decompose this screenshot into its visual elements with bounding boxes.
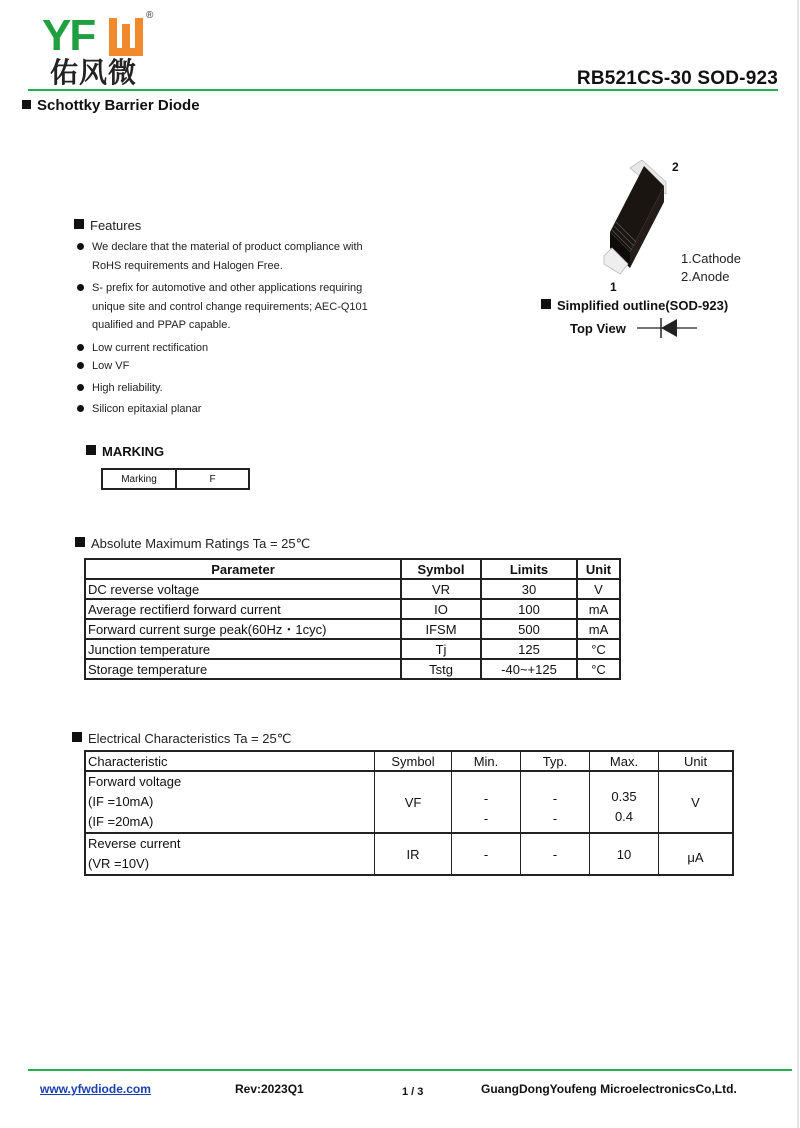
- pin-legend-cathode: 1.Cathode: [681, 251, 741, 266]
- features-list: [76, 238, 416, 419]
- cell-unit: V: [659, 771, 734, 833]
- cell-unit: μA: [659, 833, 734, 875]
- cell-symbol: IO: [401, 599, 481, 619]
- col-typ: Typ.: [521, 751, 590, 771]
- page-number: 1 / 3: [402, 1086, 424, 1098]
- bullet-dot-icon: [77, 405, 84, 412]
- cell-symbol: VF: [375, 771, 452, 833]
- marking-table: [101, 468, 250, 490]
- bullet-dot-icon: [77, 284, 84, 291]
- electrical-characteristics-table: [84, 750, 734, 876]
- website-link[interactable]: www.yfwdiode.com: [40, 1082, 151, 1096]
- cell-min: -: [452, 833, 521, 875]
- square-bullet-icon: [86, 445, 96, 455]
- cell-limits: 125: [481, 639, 577, 659]
- header-divider: [28, 89, 778, 91]
- marking-value-cell: F: [176, 469, 249, 489]
- features-heading: Features: [74, 218, 141, 233]
- marking-label-cell: Marking: [102, 469, 176, 489]
- cell-limits: -40~+125: [481, 659, 577, 679]
- bullet-dot-icon: [77, 243, 84, 250]
- cell-symbol: IFSM: [401, 619, 481, 639]
- sod923-package-image: [600, 160, 690, 275]
- col-symbol: Symbol: [375, 751, 452, 771]
- table-row: [85, 639, 620, 659]
- bullet-dot-icon: [77, 362, 84, 369]
- feature-item: Silicon epitaxial planar: [76, 400, 416, 419]
- revision-label: Rev:2023Q1: [235, 1082, 304, 1096]
- feature-item: High reliability.: [76, 379, 416, 398]
- table-header-row: [85, 751, 733, 771]
- part-number-title: RB521CS-30 SOD-923: [576, 68, 778, 89]
- col-limits: Limits: [481, 559, 577, 579]
- cell-limits: 100: [481, 599, 577, 619]
- cell-unit: V: [577, 579, 620, 599]
- cell-unit: °C: [577, 639, 620, 659]
- cell-symbol: Tstg: [401, 659, 481, 679]
- registered-mark: ®: [146, 10, 154, 21]
- abs-max-ratings-table: [84, 558, 621, 680]
- cell-parameter: Average rectifierd forward current: [85, 599, 401, 619]
- square-bullet-icon: [75, 537, 85, 547]
- pin-1-label: 1: [610, 280, 617, 294]
- cell-characteristic: Reverse current (VR =10V): [85, 833, 375, 875]
- col-min: Min.: [452, 751, 521, 771]
- col-unit: Unit: [577, 559, 620, 579]
- cell-min: - -: [452, 771, 521, 833]
- feature-item: We declare that the material of product compliance with RoHS requirements and Halogen Free.: [76, 238, 416, 275]
- col-max: Max.: [590, 751, 659, 771]
- diode-symbol-icon: [637, 317, 697, 339]
- cell-unit: mA: [577, 599, 620, 619]
- square-bullet-icon: [72, 732, 82, 742]
- square-bullet-icon: [22, 100, 31, 109]
- pin-legend-anode: 2.Anode: [681, 269, 730, 284]
- pin-legend: [681, 250, 741, 286]
- marking-heading: MARKING: [86, 444, 164, 459]
- cell-parameter: Junction temperature: [85, 639, 401, 659]
- cell-symbol: Tj: [401, 639, 481, 659]
- table-row-reverse-current: [85, 833, 733, 875]
- pin-2-label: 2: [672, 160, 679, 174]
- cell-limits: 500: [481, 619, 577, 639]
- table-row: [85, 599, 620, 619]
- table-row: [85, 659, 620, 679]
- cell-limits: 30: [481, 579, 577, 599]
- company-name: GuangDongYoufeng MicroelectronicsCo,Ltd.: [481, 1082, 737, 1096]
- table-header-row: [85, 559, 620, 579]
- cell-unit: °C: [577, 659, 620, 679]
- cell-characteristic: Forward voltage (IF =10mA) (IF =20mA): [85, 771, 375, 833]
- cell-symbol: VR: [401, 579, 481, 599]
- feature-item: Low VF: [76, 357, 416, 376]
- cell-symbol: IR: [375, 833, 452, 875]
- feature-item: S- prefix for automotive and other applications requiring unique site and control change requirements; AEC-Q101 qualified and PPAP capable.: [76, 279, 416, 335]
- logo-letters: YF: [42, 11, 95, 60]
- cell-parameter: DC reverse voltage: [85, 579, 401, 599]
- col-symbol: Symbol: [401, 559, 481, 579]
- electrical-heading: Electrical Characteristics Ta = 25℃: [72, 731, 291, 747]
- product-subtitle: Schottky Barrier Diode: [22, 97, 200, 114]
- page-edge: [797, 0, 799, 1128]
- bullet-dot-icon: [77, 384, 84, 391]
- abs-max-heading: Absolute Maximum Ratings Ta = 25℃: [75, 536, 310, 552]
- cell-typ: - -: [521, 771, 590, 833]
- cell-parameter: Forward current surge peak(60Hz・1cyc): [85, 619, 401, 639]
- logo-w-icon: [109, 18, 143, 56]
- logo-chinese-name: 佑风微: [50, 56, 138, 89]
- col-parameter: Parameter: [85, 559, 401, 579]
- table-row-forward-voltage: [85, 771, 733, 833]
- top-view-label: Top View: [570, 321, 626, 336]
- cell-unit: mA: [577, 619, 620, 639]
- square-bullet-icon: [541, 299, 551, 309]
- cell-typ: -: [521, 833, 590, 875]
- square-bullet-icon: [74, 219, 84, 229]
- cell-max: 10: [590, 833, 659, 875]
- footer-divider: [28, 1069, 792, 1071]
- table-row: [85, 579, 620, 599]
- feature-item: Low current rectification: [76, 339, 416, 358]
- cell-parameter: Storage temperature: [85, 659, 401, 679]
- table-row: [85, 619, 620, 639]
- outline-label: Simplified outline(SOD-923): [541, 298, 728, 313]
- col-unit: Unit: [659, 751, 734, 771]
- col-characteristic: Characteristic: [85, 751, 375, 771]
- bullet-dot-icon: [77, 344, 84, 351]
- cell-max: 0.35 0.4: [590, 771, 659, 833]
